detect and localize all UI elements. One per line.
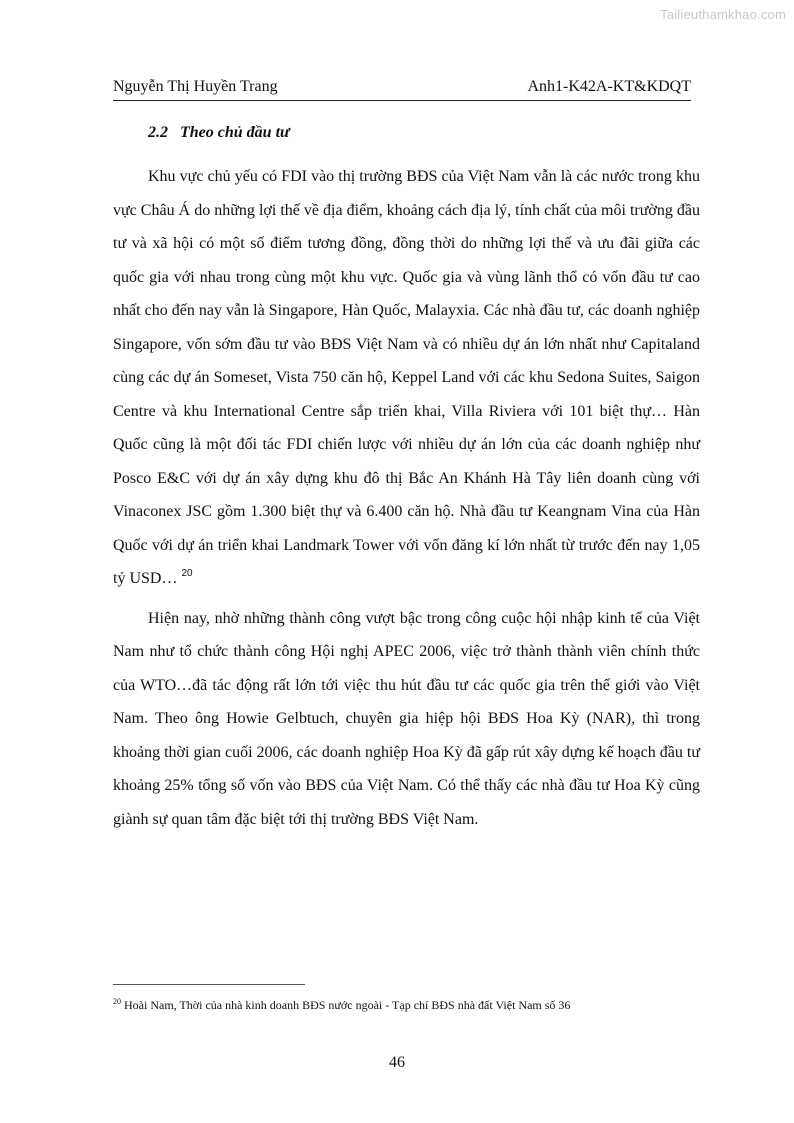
footnote [113,997,570,1013]
footnote-number: 20 [113,997,121,1006]
header-divider [113,100,691,101]
section-title: Theo chủ đầu tư [180,124,290,141]
header-author: Nguyễn Thị Huyền Trang [113,78,278,95]
page-number: 46 [389,1054,405,1071]
section-number: 2.2 [148,124,168,141]
paragraph [113,160,700,598]
footnote-reference: 20 [181,568,193,579]
footnote-text: Hoài Nam, Thời của nhà kinh doanh BĐS nước ngoài - Tạp chí BĐS nhà đất Việt Nam số 36 [124,998,571,1012]
paragraph-text: Khu vực chủ yếu có FDI vào thị trường BĐS của Việt Nam vẫn là các nước trong khu vực Châu Á do những lợi thế về địa điểm, khoảng cách địa lý, tính chất của môi trường đầu tư và xã hội có một số điểm tương đồng, đồng thời do những lợi thế và ưu đãi giữa các quốc gia với nhau trong cùng một khu vực. Quốc gia và vùng lãnh thổ có vốn đầu tư cao nhất cho đến nay vẫn là Singapore, Hàn Quốc, Malayxia. Các nhà đầu tư, các doanh nghiệp Singapore, vốn sớm đầu tư vào BĐS Việt Nam và có nhiều dự án lớn nhất như Capitaland cùng các dự án Someset, Vista 750 căn hộ, Keppel Land với các khu Sedona Suites, Saigon Centre và khu International Centre sắp triển khai, Villa Riviera với 101 biệt thự… Hàn Quốc cũng là một đối tác FDI chiến lược với nhiều dự án lớn của các doanh nghiệp như Posco E&C với dự án xây dựng khu đô thị Bắc An Khánh Hà Tây liên doanh cùng với Vinaconex JSC gồm 1.300 biệt thự và 6.400 căn hộ. Nhà đầu tư Keangnam Vina của Hàn Quốc với dự án triển khai Landmark Tower với vốn đăng kí lớn nhất từ trước đến nay 1,05 tỷ USD… [113,168,700,587]
page-header [113,78,691,96]
header-class-code: Anh1-K42A-KT&KDQT [527,78,691,95]
section-heading [148,124,290,142]
paragraph [113,602,700,837]
watermark: Tailieuthamkhao.com [660,7,786,22]
paragraph-text: Hiện nay, nhờ những thành công vượt bậc trong công cuộc hội nhập kinh tế của Việt Nam như tổ chức thành công Hội nghị APEC 2006, việc trở thành thành viên chính thức của WTO…đã tác động rất lớn tới việc thu hút đầu tư các quốc gia trên thế giới vào Việt Nam. Theo ông Howie Gelbtuch, chuyên gia hiệp hội BĐS Hoa Kỳ (NAR), thì trong khoảng thời gian cuối 2006, các doanh nghiệp Hoa Kỳ đã gấp rút xây dựng kế hoạch đầu tư khoảng 25% tổng số vốn vào BĐS của Việt Nam. Có thể thấy các nhà đầu tư Hoa Kỳ cũng giành sự quan tâm đặc biệt tới thị trường BĐS Việt Nam. [113,609,700,828]
footnote-divider [113,984,305,985]
body-text [113,160,700,836]
